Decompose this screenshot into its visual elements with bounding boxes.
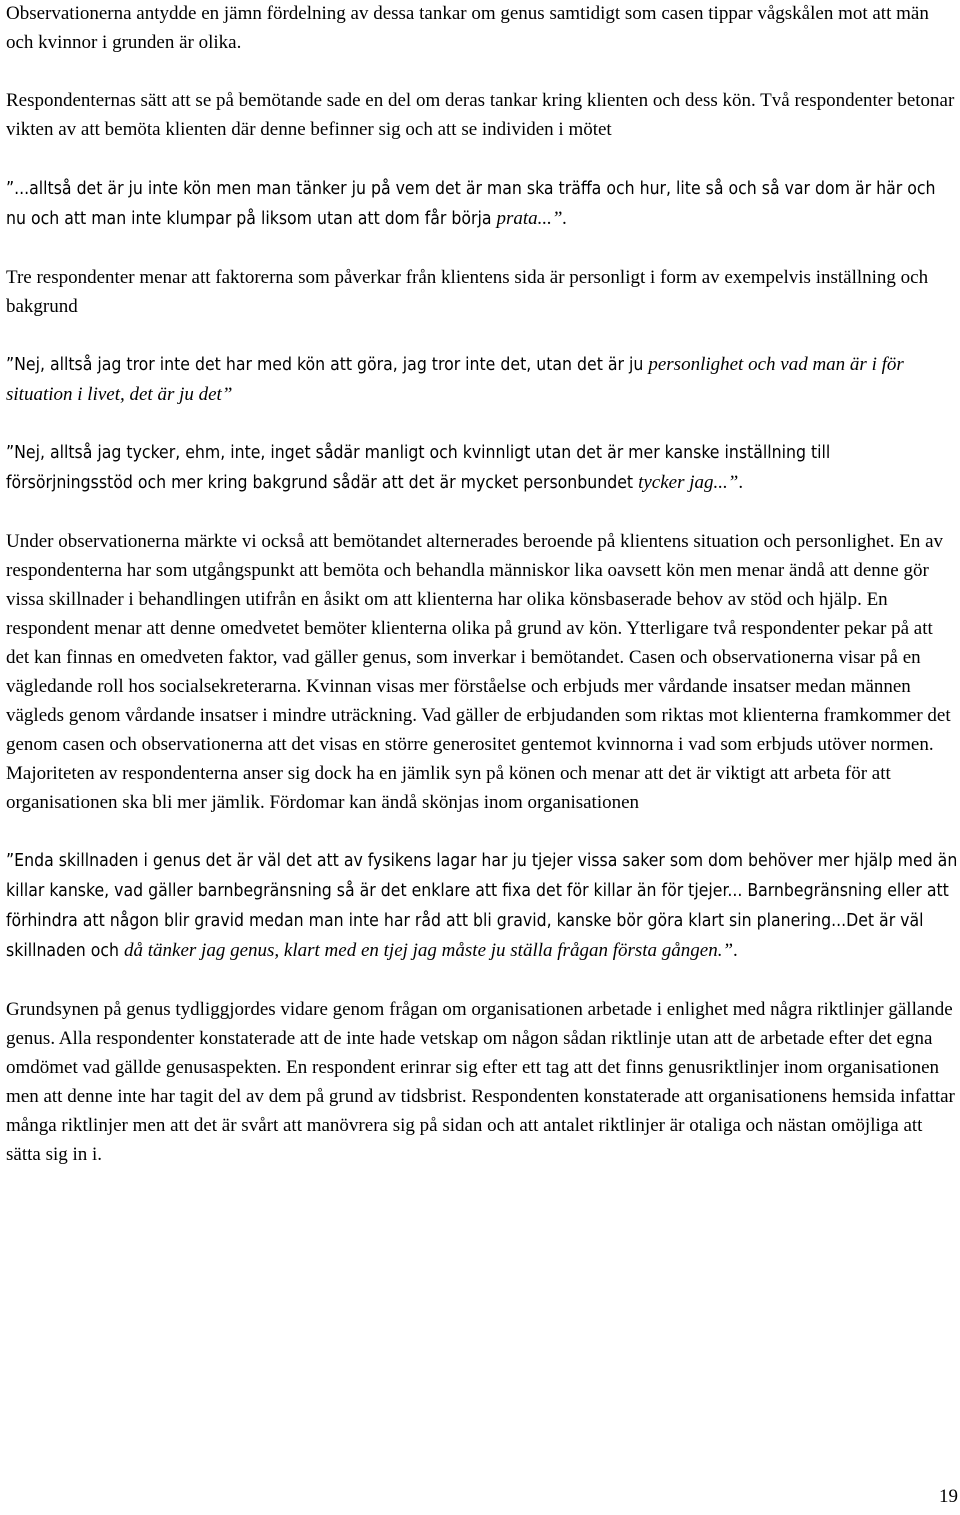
quote-4: [6, 846, 958, 966]
paragraph-observations-treatment: Under observationerna märkte vi också att bemötandet alternerades beroende på klientens situation och personlighet. En av respondenterna har som utgångspunkt att bemöta och behandla människor lika oavsett kön men menar ändå att denne gör vissa skillnader i behandlingen utifrån en åsikt om att klienterna har olika könsbaserade behov av stöd och hjälp. En respondent menar att denne omedvetet bemöter klienterna olika på grund av kön. Ytterligare två respondenter pekar på att det kan finnas en omedveten faktor, vad gäller genus, som inverkar i bemötandet. Casen och observationerna visar på en vägledande roll hos socialsekreterarna. Kvinnan visas mer förståelse och erbjuds mer vårdande insatser medan männen vägleds genom vårdande insatser i mindre uträckning. Vad gäller de erbjudanden som riktas mot klienterna framkommer det genom casen och observationerna att det visas en större generositet gentemot kvinnorna i vad som erbjuds utöver normen. Majoriteten av respondenterna anser sig dock ha en jämlik syn på könen och menar att det är viktigt att arbeta för att organisationen ska bli mer jämlik. Fördomar kan ändå skönjas inom organisationen: [6, 531, 951, 813]
quote-4-italic: då tänker jag genus, klart med en tjej jag måste ju ställa frågan första gången.”: [124, 940, 734, 961]
quote-2-italic: personlighet och vad man är i för situation i livet, det är ju det”: [6, 354, 904, 405]
quote-3-italic: tycker jag...”: [638, 472, 739, 493]
quote-4-text: ”Enda skillnaden i genus det är väl det att av fysikens lagar har ju tjejer vissa saker som dom behöver mer hjälp med än killar kanske, vad gäller barnbegränsning så är det enklare att fixa det för killar än för tjejer... Barnbegränsning eller att förhindra att någon blir gravid medan man inte har råd att bli gravid, kanske bör göra klart sin planering...Det är väl skillnaden och: [6, 851, 958, 961]
quote-1: [6, 174, 958, 234]
paragraph-gender-guidelines: Grundsynen på genus tydliggjordes vidare genom frågan om organisationen arbetade i enlighet med några riktlinjer gällande genus. Alla respondenter konstaterade att de inte hade vetskap om någon sådan riktlinje utan att de arbetade efter det egna omdömet vad gällde genusaspekten. En respondent erinrar sig efter ett tag att det finns genusriktlinjer inom organisationen men att denne inte har tagit del av dem på grund av tidsbrist. Respondenten konstaterade att organisationens hemsida infattar många riktlinjer men att det är svårt att manövrera sig på sidan och att antalet riktlinjer är otaliga och nästan omöjliga att sätta sig in i.: [6, 999, 955, 1165]
quote-2: [6, 350, 958, 409]
quote-3-end: .: [738, 472, 744, 493]
page-number: 19: [939, 1486, 958, 1507]
quote-1-text: ”...alltså det är ju inte kön men man tänker ju på vem det är man ska träffa och hur, lite så och så var dom är här och nu och att man inte klumpar på liksom utan att dom får börja: [6, 179, 936, 229]
paragraph-respondents-view: Respondenternas sätt att se på bemötande sade en del om deras tankar kring klienten och dess kön. Två respondenter betonar vikten av att bemöta klienten där denne befinner sig och att se individen i mötet: [6, 90, 955, 140]
quote-4-end: .: [733, 940, 738, 961]
paragraph-three-respondents: Tre respondenter menar att faktorerna som påverkar från klientens sida är personligt i form av exempelvis inställning och bakgrund: [6, 267, 929, 317]
document-page: [6, 0, 958, 1169]
paragraph-observations-summary: Observationerna antydde en jämn fördelning av dessa tankar om genus samtidigt som casen tippar vågskålen mot att män och kvinnor i grunden är olika.: [6, 3, 929, 53]
quote-2-text: ”Nej, alltså jag tror inte det har med kön att göra, jag tror inte det, utan det är ju: [6, 355, 649, 375]
quote-3-text: ”Nej, alltså jag tycker, ehm, inte, inget sådär manligt och kvinnligt utan det är mer kanske inställning till försörjningsstöd och mer kring bakgrund sådär att det är mycket personbundet: [6, 443, 831, 493]
quote-1-italic: prata...”.: [496, 208, 568, 229]
quote-3: [6, 438, 958, 498]
